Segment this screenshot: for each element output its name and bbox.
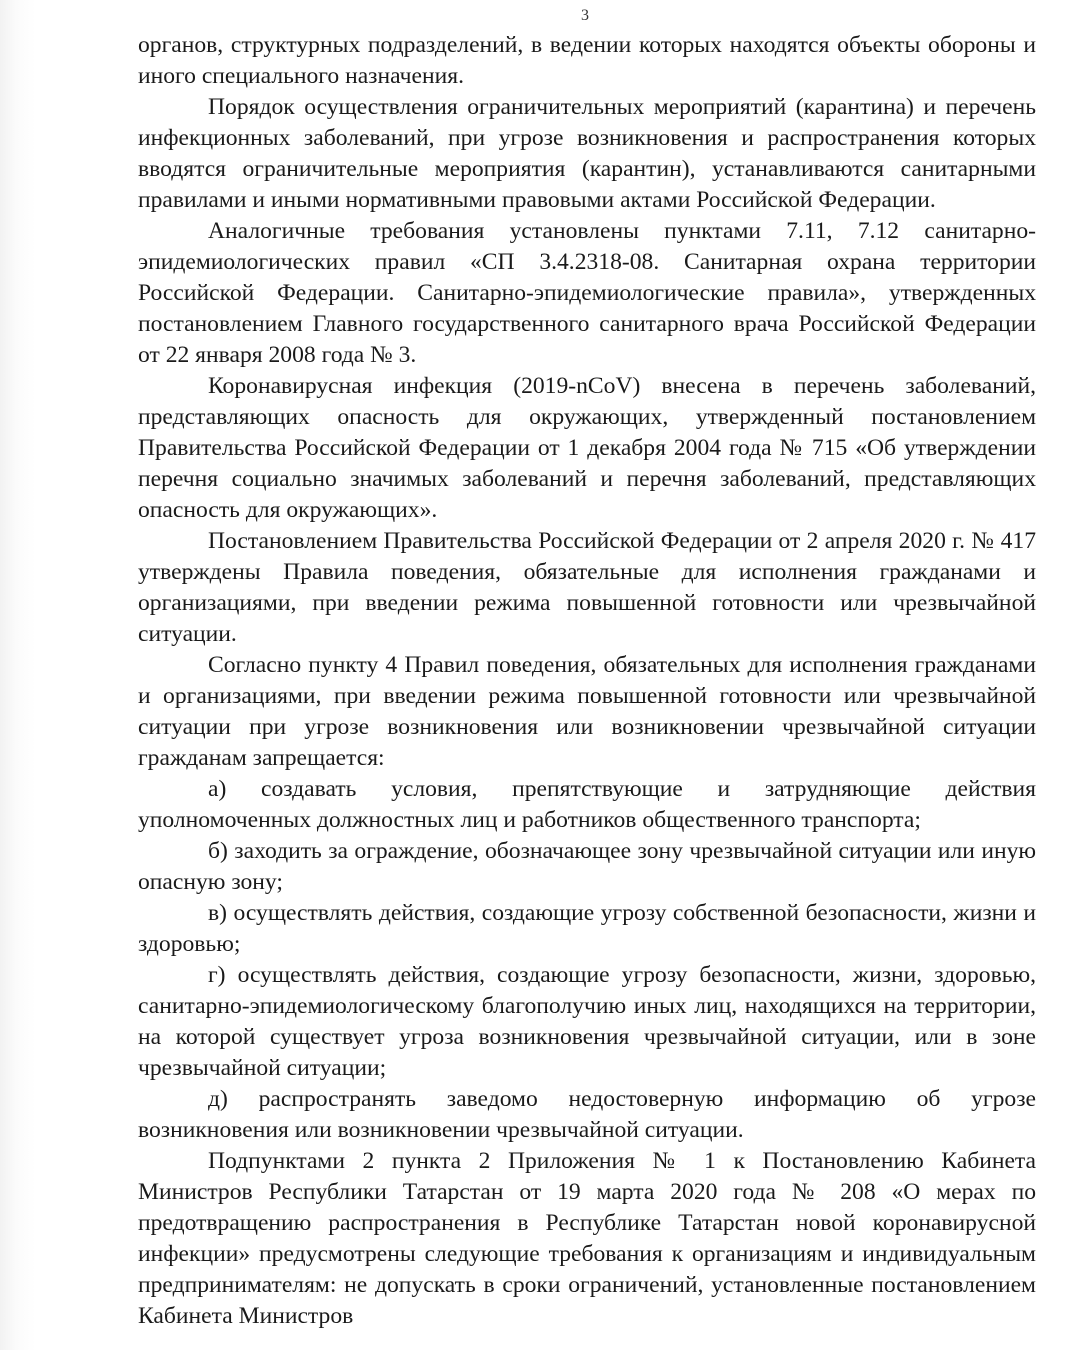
paragraph-coronavirus-list: Коронавирусная инфекция (2019-nCoV) внесена в перечень заболеваний, представляющих опасность для окружающих, утвержденный постановлением Правительства Российской Федерации от 1 декабря 2004 года № 715 «Об утверждении перечня социально значимых заболеваний и перечня заболеваний, представляющих опасность для окружающих». — [138, 373, 1036, 523]
list-item-v: в) осуществлять действия, создающие угрозу собственной безопасности, жизни и здоровью; — [138, 900, 1036, 957]
paragraph-continuation: органов, структурных подразделений, в ведении которых находятся объекты обороны и иного специального назначения. — [138, 32, 1036, 89]
document-body — [138, 30, 1036, 1332]
list-item-a: а) создавать условия, препятствующие и затрудняющие действия уполномоченных должностных лиц и работников общественного транспорта; — [138, 776, 1036, 833]
paragraph-government-decree: Постановлением Правительства Российской Федерации от 2 апреля 2020 г. № 417 утверждены Правила поведения, обязательные для исполнения гражданами и организациями, при введении режима повышенной готовности или чрезвычайной ситуации. — [138, 528, 1036, 647]
list-item-b: б) заходить за ограждение, обозначающее зону чрезвычайной ситуации или иную опасную зону; — [138, 838, 1036, 895]
list-item-g: г) осуществлять действия, создающие угрозу безопасности, жизни, здоровью, санитарно-эпидемиологическому благополучию иных лиц, находящихся на территории, на которой существует угроза возникновения чрезвычайной ситуации, или в зоне чрезвычайной ситуации; — [138, 962, 1036, 1081]
paragraph-quarantine-procedure: Порядок осуществления ограничительных мероприятий (карантина) и перечень инфекционных заболеваний, при угрозе возникновения и распространения которых вводятся ограничительные мероприятия (карантин), устанавливаются санитарными правилами и иными нормативными правовыми актами Российской Федерации. — [138, 94, 1036, 213]
paragraph-rules-point-4: Согласно пункту 4 Правил поведения, обязательных для исполнения гражданами и организациями, при введении режима повышенной готовности или чрезвычайной ситуации при угрозе возникновения или возникновении чрезвычайной ситуации гражданам запрещается: — [138, 652, 1036, 771]
paragraph-cabinet-decree: Подпунктами 2 пункта 2 Приложения № 1 к Постановлению Кабинета Министров Республики Татарстан от 19 марта 2020 года № 208 «О мерах по предотвращению распространения в Республике Татарстан новой коронавирусной инфекции» предусмотрены следующие требования к организациям и индивидуальным предпринимателям: не допускать в сроки ограничений, установленные постановлением Кабинета Министров — [138, 1148, 1036, 1329]
page-number: 3 — [581, 7, 589, 24]
list-item-d: д) распространять заведомо недостоверную информацию об угрозе возникновения или возникновении чрезвычайной ситуации. — [138, 1086, 1036, 1143]
page-fold-shadow — [0, 0, 36, 1350]
paragraph-sanitary-rules: Аналогичные требования установлены пунктами 7.11, 7.12 санитарно-эпидемиологических правил «СП 3.4.2318-08. Санитарная охрана территории Российской Федерации. Санитарно-эпидемиологические правила», утвержденных постановлением Главного государственного санитарного врача Российской Федерации от 22 января 2008 года № 3. — [138, 218, 1036, 368]
